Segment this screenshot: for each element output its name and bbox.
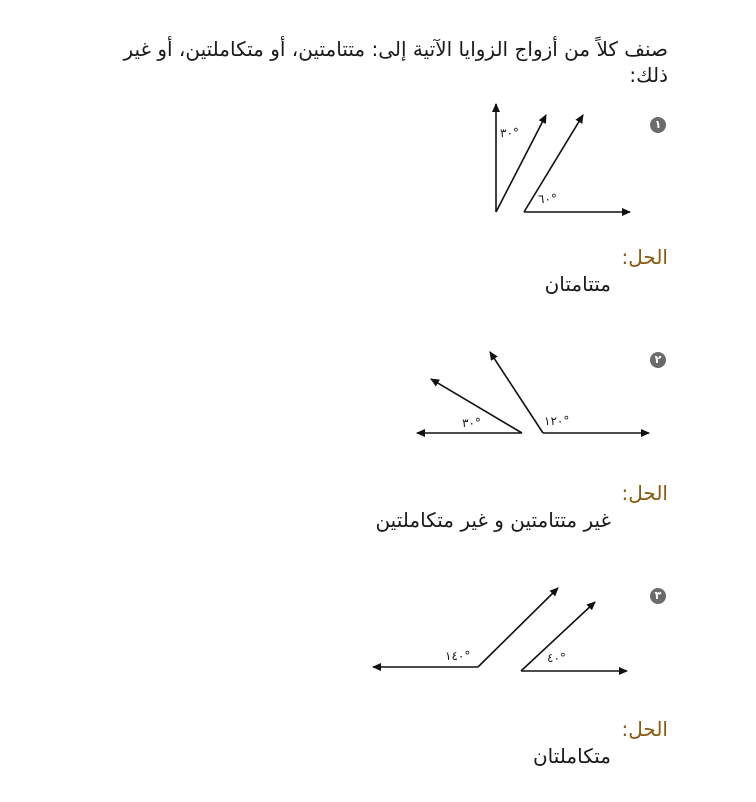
problem-1-answer: متتامتان <box>544 272 611 296</box>
p2-angle-120-label: ١٢٠° <box>544 414 570 428</box>
p3-angle-40-label: ٤٠° <box>547 651 566 665</box>
problem-3-number-badge: ٣ <box>650 588 666 604</box>
question-text: صنف كلاً من أزواج الزوايا الآتية إلى: متتامتين، أو متكاملتين، أو غير ذلك: <box>123 37 668 87</box>
problem-2-number-badge: ٢ <box>650 352 666 368</box>
p3-ray-left-diagonal <box>478 588 558 667</box>
problem-1-solution-label: الحل: <box>621 245 668 269</box>
problem-3-figure <box>365 580 640 680</box>
problem-2-answer: غير متتامتين و غير متكاملتين <box>375 508 611 532</box>
problem-3-solution-label: الحل: <box>621 717 668 741</box>
problem-2-solution-label: الحل: <box>621 481 668 505</box>
problem-1-number-badge: ١ <box>650 117 666 133</box>
problem-1-figure <box>470 95 640 225</box>
p3-angle-140-label: ١٤٠° <box>445 649 471 663</box>
problem-2-figure <box>410 345 660 445</box>
p1-angle-60-label: ٦٠° <box>538 192 557 206</box>
p2-angle-30-label: ٣٠° <box>462 416 481 430</box>
p2-ray-right-diagonal <box>490 352 543 433</box>
p1-angle-30-label: ٣٠° <box>500 126 519 140</box>
problem-3-answer: متكاملتان <box>532 744 611 768</box>
